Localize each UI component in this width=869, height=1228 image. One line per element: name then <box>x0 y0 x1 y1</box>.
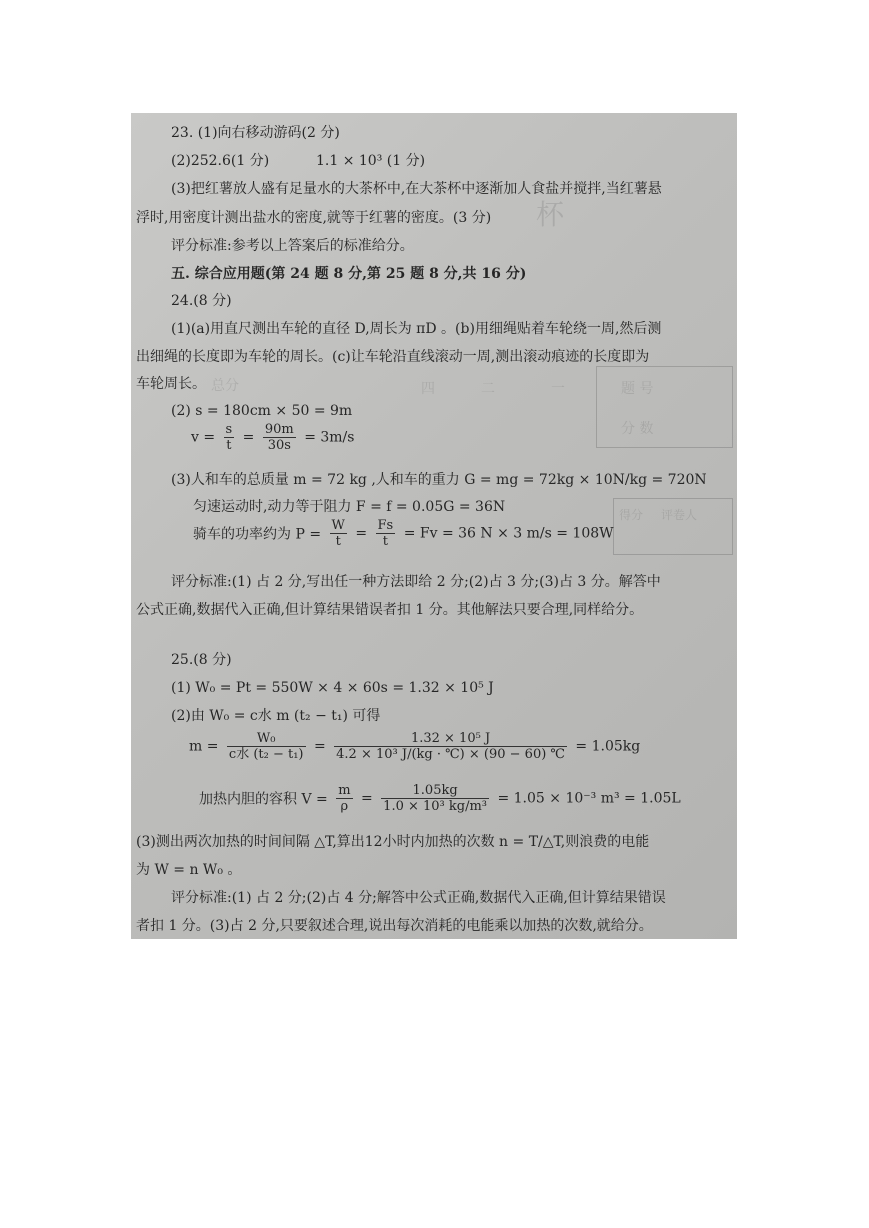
denominator: 4.2 × 10³ J/(kg · ℃) × (90 − 60) ℃ <box>336 747 565 762</box>
speed-lhs: v = <box>191 429 216 446</box>
q25-volume-equation <box>199 783 681 814</box>
numerator: Fs <box>377 518 394 533</box>
scanned-answer-sheet-photo <box>131 113 737 939</box>
numerator: 1.32 × 10⁵ J <box>334 731 567 747</box>
q24-scoring-line-2: 公式正确,数据代入正确,但计算结果错误者扣 1 分。其他解法只要合理,同样给分。 <box>136 602 644 618</box>
volume-fraction-2 <box>381 783 489 814</box>
section-5-heading: 五. 综合应用题(第 24 题 8 分,第 25 题 8 分,共 16 分) <box>171 266 527 282</box>
denominator: t <box>335 534 341 549</box>
q25-scoring-line-1: 评分标准:(1) 占 2 分;(2)占 4 分;解答中公式正确,数据代入正确,但计算结果错误 <box>171 890 666 906</box>
volume-result: = 1.05 × 10⁻³ m³ = 1.05L <box>497 790 681 807</box>
bleed-grader-label-1: 得分 <box>619 508 644 522</box>
bleed-table-header-3: 二 <box>481 381 495 397</box>
bleed-grader-label-2: 评卷人 <box>661 508 698 522</box>
mass-fraction-2 <box>334 731 567 762</box>
q24-part1-line-b: 出细绳的长度即为车轮的周长。(c)让车轮沿直线滚动一周,测出滚动痕迹的长度即为 <box>136 349 650 365</box>
q25-heading: 25.(8 分) <box>171 652 232 668</box>
q25-part2-intro: (2)由 W₀ = c水 m (t₂ − t₁) 可得 <box>171 708 381 724</box>
volume-fraction-1 <box>336 783 352 814</box>
q24-power-equation <box>193 518 614 549</box>
q24-scoring-line-1: 评分标准:(1) 占 2 分,写出任一种方法即给 2 分;(2)占 3 分;(3)占 3 分。解答中 <box>171 574 661 590</box>
equals-sign: = <box>242 429 255 446</box>
equals-sign: = <box>355 525 368 542</box>
q25-mass-equation <box>189 731 640 762</box>
speed-result: = 3m/s <box>304 429 355 446</box>
q25-part3-line-a: (3)测出两次加热的时间间隔 △T,算出12小时内加热的次数 n = T/△T,则浪费的电能 <box>136 834 650 850</box>
volume-lhs: 加热内胆的容积 V = <box>199 791 328 808</box>
power-fraction-1 <box>330 518 347 549</box>
q25-part1: (1) W₀ = Pt = 550W × 4 × 60s = 1.32 × 10⁵ J <box>171 680 494 696</box>
q23-line-1: 23. (1)向右移动游码(2 分) <box>171 125 340 141</box>
q25-part3-line-b: 为 W = n W₀ 。 <box>136 862 242 878</box>
q23-line-2a: (2)252.6(1 分) <box>171 153 270 169</box>
numerator: W₀ <box>227 731 306 747</box>
q24-part3-line-b: 匀速运动时,动力等于阻力 F = f = 0.05G = 36N <box>193 499 506 515</box>
denominator: 1.0 × 10³ kg/m³ <box>383 799 488 814</box>
q25-scoring-line-2: 者扣 1 分。(3)占 2 分,只要叙述合理,说出每次消耗的电能乘以加热的次数,就给分。 <box>136 918 653 934</box>
denominator: 30s <box>267 438 291 453</box>
mass-result: = 1.05kg <box>575 738 641 755</box>
q24-part3-line-a: (3)人和车的总质量 m = 72 kg ,人和车的重力 G = mg = 72kg × 10N/kg = 720N <box>171 472 707 488</box>
q24-heading: 24.(8 分) <box>171 293 232 309</box>
q23-line-4: 浮时,用密度计测出盐水的密度,就等于红薯的密度。(3 分) <box>136 210 492 226</box>
bleed-table-header-4: 四 <box>421 381 435 397</box>
bleed-table-header-total: 总分 <box>211 378 239 394</box>
bleed-table-header-no: 题 号 <box>621 381 654 397</box>
q24-part2-distance: (2) s = 180cm × 50 = 9m <box>171 403 353 419</box>
bleed-table-header-1: 一 <box>551 381 565 397</box>
power-result: = Fv = 36 N × 3 m/s = 108W <box>403 525 614 542</box>
power-fraction-2 <box>376 518 396 549</box>
numerator: s <box>225 422 233 437</box>
numerator: m <box>338 783 351 798</box>
q24-part1-line-a: (1)(a)用直尺测出车轮的直径 D,周长为 πD 。(b)用细绳贴着车轮绕一周,然后测 <box>171 321 662 337</box>
speed-fraction-1 <box>224 422 235 453</box>
equals-sign: = <box>360 790 373 807</box>
q23-line-3: (3)把红薯放人盛有足量水的大茶杯中,在大茶杯中逐渐加人食盐并搅拌,当红薯悬 <box>171 181 662 197</box>
equals-sign: = <box>313 738 326 755</box>
numerator: 90m <box>264 422 294 437</box>
speed-fraction-2 <box>263 422 296 453</box>
bleed-char: 杯 <box>536 198 565 231</box>
bleed-score-table <box>596 366 733 448</box>
bleed-table-score: 分 数 <box>621 421 654 437</box>
numerator: W <box>331 518 345 533</box>
q23-scoring: 评分标准:参考以上答案后的标准给分。 <box>171 238 414 254</box>
power-lhs: 骑车的功率约为 P = <box>193 526 322 543</box>
q24-speed-equation <box>191 422 354 453</box>
denominator: t <box>382 534 388 549</box>
denominator: t <box>226 438 232 453</box>
mass-fraction-1 <box>227 731 306 762</box>
numerator: 1.05kg <box>381 783 489 799</box>
denominator: ρ <box>340 799 349 814</box>
q24-part1-line-c: 车轮周长。 <box>136 376 206 392</box>
denominator: c水 (t₂ − t₁) <box>228 747 304 762</box>
q23-line-2b: 1.1 × 10³ (1 分) <box>316 153 426 169</box>
mass-lhs: m = <box>189 738 219 755</box>
